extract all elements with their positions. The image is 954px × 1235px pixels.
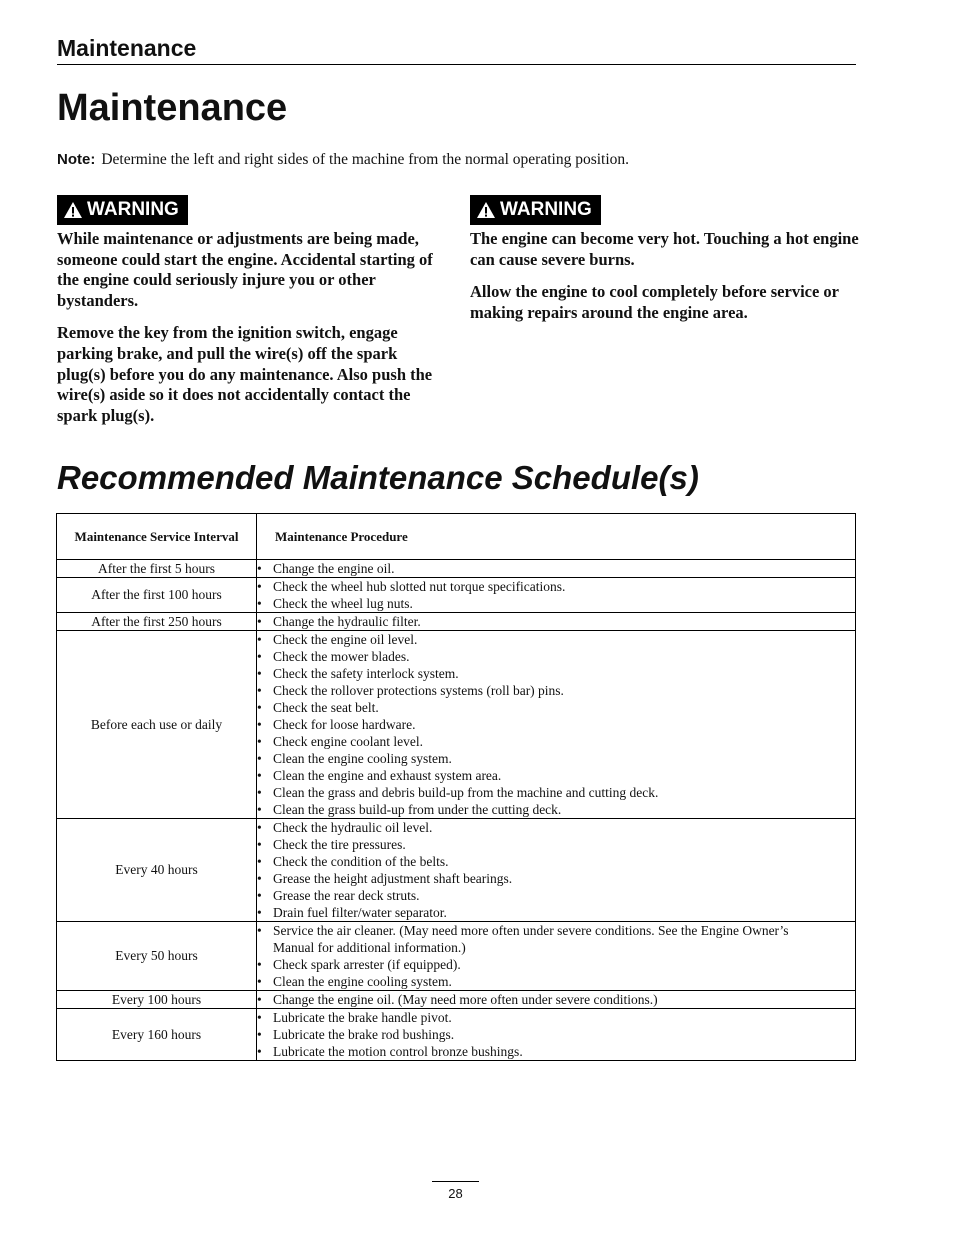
table-row	[57, 922, 856, 991]
interval-cell: Every 100 hours	[57, 991, 257, 1009]
table-body	[57, 560, 856, 1061]
warning-badge	[57, 195, 188, 225]
interval-cell: Every 160 hours	[57, 1009, 257, 1061]
running-header	[57, 34, 856, 65]
interval-cell: Every 40 hours	[57, 819, 257, 922]
procedure-list	[257, 578, 855, 612]
warning-badge	[470, 195, 601, 225]
warning-paragraph: While maintenance or adjustments are being made, someone could start the engine. Accidental starting of the engine could seriously injure you or other bystanders.	[57, 229, 433, 310]
table-row	[57, 1009, 856, 1061]
column-header-procedure: Maintenance Procedure	[257, 514, 856, 560]
note-text: Determine the left and right sides of the machine from the normal operating position.	[101, 151, 630, 168]
maintenance-schedule-table	[56, 513, 856, 1061]
page-title: Maintenance	[57, 87, 288, 129]
procedure-cell	[257, 560, 856, 578]
list-item: • Check the hydraulic oil level.	[257, 819, 855, 836]
list-item: • Check the wheel lug nuts.	[257, 595, 855, 612]
warning-badge-label: WARNING	[87, 199, 179, 220]
list-item: • Drain fuel filter/water separator.	[257, 904, 855, 921]
warning-badge-label: WARNING	[500, 199, 592, 220]
interval-cell: Before each use or daily	[57, 631, 257, 819]
warning-block-right	[470, 195, 862, 323]
list-item: • Change the engine oil.	[257, 560, 855, 577]
note-label: Note:	[57, 151, 96, 168]
note	[57, 150, 629, 170]
interval-cell: Every 50 hours	[57, 922, 257, 991]
procedure-list	[257, 1009, 855, 1060]
procedure-cell	[257, 631, 856, 819]
list-item: • Service the air cleaner. (May need more often under severe conditions. See the Engine Owner’s Manual for additional information.)	[257, 922, 855, 956]
procedure-list	[257, 560, 855, 577]
list-item: • Lubricate the motion control bronze bushings.	[257, 1043, 855, 1060]
warning-triangle-icon	[63, 201, 83, 219]
list-item: • Check the wheel hub slotted nut torque specifications.	[257, 578, 855, 595]
procedure-cell	[257, 819, 856, 922]
warning-triangle-icon	[476, 201, 496, 219]
procedure-list	[257, 991, 855, 1008]
list-item: • Lubricate the brake rod bushings.	[257, 1026, 855, 1043]
procedure-cell	[257, 922, 856, 991]
list-item: • Lubricate the brake handle pivot.	[257, 1009, 855, 1026]
table-row	[57, 631, 856, 819]
list-item: • Clean the engine cooling system.	[257, 973, 855, 990]
list-item: • Change the engine oil. (May need more often under severe conditions.)	[257, 991, 855, 1008]
table-row	[57, 613, 856, 631]
header-divider	[57, 64, 856, 65]
warning-paragraph: Allow the engine to cool completely before service or making repairs around the engine area.	[470, 282, 839, 322]
list-item: • Check the rollover protections systems (roll bar) pins.	[257, 682, 855, 699]
list-item: • Check the condition of the belts.	[257, 853, 855, 870]
list-item: • Grease the rear deck struts.	[257, 887, 855, 904]
procedure-cell	[257, 1009, 856, 1061]
list-item: • Grease the height adjustment shaft bearings.	[257, 870, 855, 887]
page-number: 28	[448, 1186, 463, 1201]
list-item: • Check the safety interlock system.	[257, 665, 855, 682]
list-item: • Clean the grass build-up from under the cutting deck.	[257, 801, 855, 818]
list-item: • Check engine coolant level.	[257, 733, 855, 750]
list-item: • Clean the engine cooling system.	[257, 750, 855, 767]
procedure-cell	[257, 613, 856, 631]
procedure-list	[257, 922, 855, 990]
list-item: • Check spark arrester (if equipped).	[257, 956, 855, 973]
list-item: • Check the tire pressures.	[257, 836, 855, 853]
interval-cell: After the first 250 hours	[57, 613, 257, 631]
procedure-cell	[257, 991, 856, 1009]
list-item: • Clean the engine and exhaust system area.	[257, 767, 855, 784]
list-item: • Check the seat belt.	[257, 699, 855, 716]
section-title: Recommended Maintenance Schedule(s)	[57, 459, 699, 496]
column-header-interval: Maintenance Service Interval	[57, 514, 257, 560]
list-item: • Change the hydraulic filter.	[257, 613, 855, 630]
interval-cell: After the first 5 hours	[57, 560, 257, 578]
table-header-row	[57, 514, 856, 560]
list-item: • Check for loose hardware.	[257, 716, 855, 733]
interval-cell: After the first 100 hours	[57, 578, 257, 613]
running-header-title: Maintenance	[57, 35, 197, 61]
procedure-cell	[257, 578, 856, 613]
list-item: • Clean the grass and debris build-up from the machine and cutting deck.	[257, 784, 855, 801]
procedure-list	[257, 613, 855, 630]
footer-divider	[432, 1181, 479, 1182]
warning-paragraph: Remove the key from the ignition switch, engage parking brake, and pull the wire(s) off the spark plug(s) before you do any maintenance. Also push the wire(s) aside so it does not accidentally contact the spark plug(s).	[57, 323, 433, 425]
warning-block-left	[57, 195, 449, 426]
list-item: • Check the engine oil level.	[257, 631, 855, 648]
procedure-list	[257, 631, 855, 818]
page-footer	[432, 1181, 479, 1204]
warning-paragraph: The engine can become very hot. Touching a hot engine can cause severe burns.	[470, 229, 859, 269]
table-row	[57, 578, 856, 613]
table-row	[57, 991, 856, 1009]
procedure-list	[257, 819, 855, 921]
list-item: • Check the mower blades.	[257, 648, 855, 665]
table-row	[57, 560, 856, 578]
table-row	[57, 819, 856, 922]
